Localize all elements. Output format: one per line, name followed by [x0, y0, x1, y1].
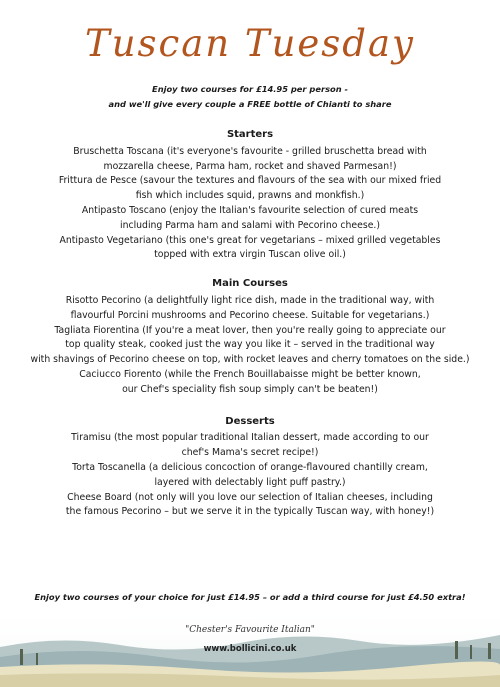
item-line: chef's Mama's secret recipe!): [181, 447, 319, 459]
item-line: Caciucco Fiorento (while the French Bouillabaisse might be better known,: [79, 368, 421, 380]
item-line: Tagliata Fiorentina (If you're a meat lover, then you're really going to appreciate our: [54, 324, 446, 336]
main-item: [0, 324, 500, 368]
starter-item: [0, 145, 500, 175]
item-line: layered with delectably light puff pastry.): [154, 476, 346, 488]
item-line: Tiramisu (the most popular traditional Italian dessert, made according to our: [71, 432, 429, 444]
main-item: [0, 294, 500, 324]
restaurant-tagline: "Chester's Favourite Italian": [185, 625, 315, 635]
item-line: including Parma ham and salami with Pecorino cheese.): [119, 219, 380, 231]
desserts-section: [0, 415, 500, 521]
main-item: [0, 368, 500, 398]
starter-item: [0, 234, 500, 264]
item-line: Frittura de Pesce (savour the textures and flavours of the sea with our mixed fried: [58, 175, 442, 187]
item-line: Bruschetta Toscana (it's everyone's favourite - grilled bruschetta bread with: [73, 145, 427, 157]
desserts-heading: Desserts: [225, 415, 275, 427]
item-line: Risotto Pecorino (a delightfully light rice dish, made in the traditional way, with: [65, 294, 435, 306]
item-line: Torta Toscanella (a delicious concoction of orange-flavoured chantilly cream,: [72, 461, 428, 473]
starter-item: [0, 174, 500, 204]
item-line: with shavings of Pecorino cheese on top, with rocket leaves and cherry tomatoes on the side.): [30, 354, 470, 366]
item-line: Cheese Board (not only will you love our selection of Italian cheeses, including: [67, 491, 433, 503]
starter-item: [0, 204, 500, 234]
mains-heading: Main Courses: [212, 278, 288, 290]
intro-line-1: Enjoy two courses for £14.95 per person -: [152, 84, 348, 94]
dessert-item: [0, 491, 500, 521]
item-line: topped with extra virgin Tuscan olive oil.): [154, 249, 346, 261]
menu-title: Tuscan Tuesday: [85, 22, 415, 65]
item-line: Antipasto Toscano (enjoy the Italian's favourite selection of cured meats: [81, 204, 419, 216]
item-line: our Chef's speciality fish soup simply can't be beaten!): [122, 383, 378, 395]
website-link[interactable]: www.bollicini.co.uk: [203, 644, 297, 654]
item-line: flavourful Porcini mushrooms and Pecorino cheese. Suitable for vegetarians.): [70, 309, 430, 321]
item-line: Antipasto Vegetariano (this one's great for vegetarians – mixed grilled vegetables: [59, 234, 441, 246]
item-line: the famous Pecorino – but we serve it in the typically Tuscan way, with honey!): [65, 506, 435, 518]
menu-sections: [0, 128, 500, 534]
dessert-item: [0, 461, 500, 491]
starters-heading: Starters: [226, 129, 274, 140]
dessert-item: [0, 431, 500, 461]
mains-section: [0, 277, 500, 397]
item-line: top quality steak, cooked just the way you like it – served in the traditional way: [65, 339, 435, 351]
starters-section: [0, 128, 500, 263]
intro-text: [0, 82, 500, 112]
item-line: fish which includes squid, prawns and monkfish.): [135, 190, 365, 202]
item-line: mozzarella cheese, Parma ham, rocket and shaved Parmesan!): [103, 160, 397, 172]
intro-line-2: and we'll give every couple a FREE bottle of Chianti to share: [108, 99, 392, 109]
offer-text: Enjoy two courses of your choice for just £14.95 – or add a third course for just £4.50 extra!: [34, 592, 466, 602]
